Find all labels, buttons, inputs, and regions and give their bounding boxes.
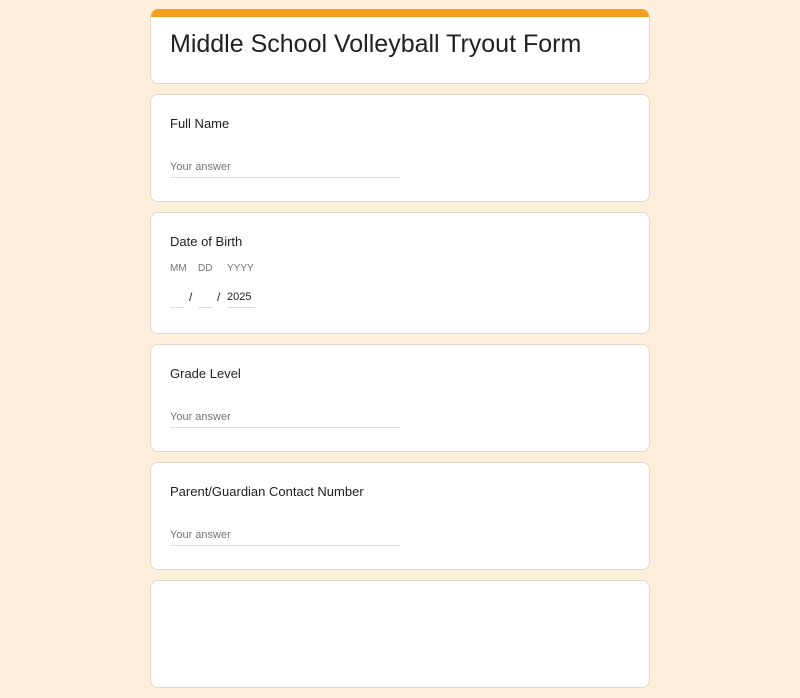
header-accent-bar <box>151 9 649 17</box>
day-sublabel: DD <box>198 263 213 274</box>
question-label: Date of Birth <box>170 234 243 249</box>
year-input[interactable] <box>227 287 255 308</box>
question-card-next <box>150 580 650 688</box>
question-card-full-name <box>150 94 650 202</box>
form-container <box>150 9 650 698</box>
full-name-input[interactable] <box>170 157 400 178</box>
question-card-parent-contact <box>150 462 650 570</box>
question-card-date-of-birth <box>150 212 650 334</box>
date-separator: / <box>189 290 193 304</box>
parent-contact-input[interactable] <box>170 525 400 546</box>
question-label: Parent/Guardian Contact Number <box>170 484 364 499</box>
year-sublabel: YYYY <box>227 263 254 274</box>
month-input[interactable] <box>170 287 184 308</box>
month-sublabel: MM <box>170 263 187 274</box>
question-label: Full Name <box>170 116 230 131</box>
day-input[interactable] <box>198 287 213 308</box>
question-card-grade-level <box>150 344 650 452</box>
date-separator: / <box>217 290 221 304</box>
grade-level-input[interactable] <box>170 407 400 428</box>
form-title: Middle School Volleyball Tryout Form <box>170 30 582 58</box>
form-header-card <box>150 9 650 84</box>
question-label: Grade Level <box>170 366 241 381</box>
